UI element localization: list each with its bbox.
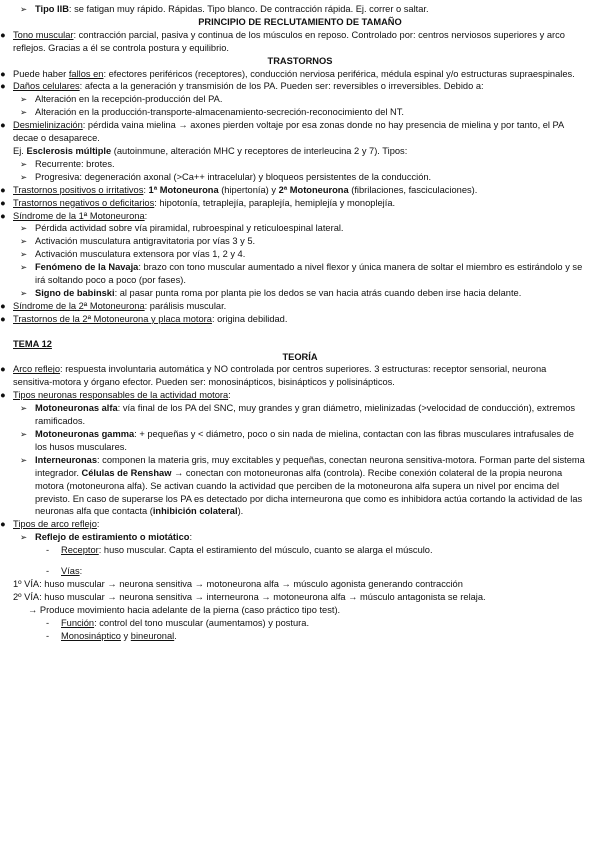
sub-item-navaja — [0, 261, 586, 287]
arrow-bullet-icon: ➢ — [20, 532, 28, 543]
bullet-icon: ● — [0, 210, 6, 221]
list-item-tipos-arco — [0, 518, 586, 531]
item-text: : — [144, 210, 148, 221]
item-text: : — [96, 519, 100, 530]
term-bold: Motoneuronas alfa — [35, 403, 118, 414]
list-item-placa-motora — [0, 313, 586, 326]
item-text: ). — [237, 506, 244, 517]
term-bold: Células de Renshaw — [81, 467, 172, 478]
item-text: : + pequeñas y < diámetro, poco o sin nada de mielina, contactan con las fibras musculares intrafusales de los husos musculares. — [35, 429, 574, 452]
dash-bullet-icon: - — [46, 566, 50, 577]
sub-sub-item-receptor — [0, 544, 586, 557]
sub-sub-item-vias — [0, 565, 586, 578]
term-bold: inhibición colateral — [152, 506, 238, 517]
arrow-bullet-icon: ➢ — [20, 236, 28, 247]
list-item-fallos — [0, 68, 586, 81]
item-text: : al pasar punta roma por planta pie los dedos se van hacia atrás cuando deben irse hacia delante. — [114, 287, 522, 298]
dash-bullet-icon: - — [46, 630, 50, 641]
term-underlined: Receptor — [61, 545, 99, 556]
item-text: (fibrilaciones, fasciculaciones). — [348, 184, 478, 195]
item-text: : efectores periféricos (receptores), conducción nerviosa periférica, médula espinal y/o estructuras supraespinales. — [103, 68, 575, 79]
bullet-icon: ● — [0, 364, 6, 375]
arrow-bullet-icon: ➢ — [20, 223, 28, 234]
sub-sub-item-funcion — [0, 617, 586, 630]
list-item-trastornos-positivos — [0, 184, 586, 197]
item-text: : hipotonía, tetraplejía, paraplejía, hemiplejía y monoplejía. — [154, 197, 396, 208]
sub-item — [0, 106, 586, 119]
item-text: : afecta a la generación y transmisión de los PA. Pueden ser: reversibles o irreversibles. Debido a: — [79, 81, 484, 92]
theme-heading: TEMA 12 — [13, 338, 52, 349]
arrow-bullet-icon: ➢ — [20, 158, 28, 169]
term-underlined: Trastornos de la 2ª Motoneurona y placa motora — [13, 313, 212, 324]
sub-item — [0, 158, 586, 171]
dash-bullet-icon: - — [46, 617, 50, 628]
item-text: : huso muscular. Capta el estiramiento del músculo, cuanto se alarga el músculo. — [98, 545, 433, 556]
list-item-tipo-2b — [0, 3, 586, 16]
bullet-icon: ● — [0, 184, 6, 195]
arrow-bullet-icon: ➢ — [20, 403, 28, 414]
arrow-bullet-icon: ➢ — [20, 94, 28, 105]
bullet-icon: ● — [0, 68, 6, 79]
term-underlined: Trastornos positivos o irritativos — [13, 184, 144, 195]
bullet-icon: ● — [0, 390, 6, 401]
term-bold: Esclerosis múltiple — [26, 145, 112, 156]
list-item-trastornos-negativos — [0, 197, 586, 210]
term-bold: Signo de babinski — [35, 287, 115, 298]
item-text: : origina debilidad. — [211, 313, 288, 324]
item-text: Activación musculatura extensora por vías 1, 2 y 4. — [35, 249, 246, 260]
list-item-tipos-neuronas — [0, 389, 586, 402]
list-item-desmielinizacion — [0, 119, 586, 145]
section-title-reclutamiento: PRINCIPIO DE RECLUTAMIENTO DE TAMAÑO — [198, 16, 402, 27]
term-underlined: Tipos de arco reflejo — [13, 519, 97, 530]
sub-item-babinski — [0, 287, 586, 300]
item-text: : se fatigan muy rápido. Rápidas. Tipo blanco. De contracción rápida. Ej. correr o saltar. — [68, 4, 429, 14]
section-title-trastornos: TRASTORNOS — [267, 55, 333, 66]
arrow-bullet-icon: ➢ — [20, 454, 28, 465]
bullet-icon: ● — [0, 197, 6, 208]
bullet-icon: ● — [0, 81, 6, 92]
term-underlined: Arco reflejo — [13, 364, 61, 375]
item-prefix: Puede haber — [13, 68, 69, 79]
term-bold: Interneuronas — [35, 454, 97, 465]
arrow-bullet-icon: ➢ — [20, 249, 28, 260]
sub-item-estiramiento — [0, 531, 586, 544]
bullet-icon: ● — [0, 120, 6, 131]
term-bold: 1ª Motoneurona — [148, 184, 219, 195]
item-text: : parálisis muscular. — [144, 300, 227, 311]
term-bold: Reflejo de estiramiento o miotático — [35, 532, 190, 543]
item-text: : — [228, 390, 231, 401]
term-underlined: Daños celulares — [13, 81, 80, 92]
term-underlined: Tipos neuronas responsables de la actividad motora — [13, 390, 229, 401]
term-underlined: Monosináptico — [61, 630, 121, 641]
term-underlined: Desmielinización — [13, 120, 83, 131]
item-text: : vía final de los PA del SNC, muy grandes y gran diámetro, mielinizadas (>velocidad de conducción), extremos ramificados. — [35, 403, 576, 427]
bullet-icon: ● — [0, 519, 6, 530]
note-produce: → Produce movimiento hacia adelante de la pierna (caso práctico tipo test). — [28, 604, 341, 615]
list-item-sindrome-1 — [0, 210, 586, 223]
term-underlined: Trastornos negativos o deficitarios — [13, 197, 155, 208]
item-text: : — [79, 566, 83, 577]
item-text: . — [174, 630, 177, 641]
sub-item-motoneuronas-alfa — [0, 402, 586, 428]
term-underlined: bineuronal — [130, 630, 175, 641]
item-text: Alteración en la producción-transporte-almacenamiento-secreción-reconocimiento del NT. — [35, 107, 404, 118]
term-bold: Fenómeno de la Navaja — [35, 262, 139, 273]
item-text: Recurrente: brotes. — [35, 158, 115, 169]
term-bold: 2ª Motoneurona — [278, 184, 349, 195]
item-text: Pérdida actividad sobre vía piramidal, rubroespinal y reticuloespinal lateral. — [35, 223, 344, 234]
term-underlined: Vías — [61, 566, 80, 577]
item-text: : componen la materia gris, muy excitables y pequeñas, conectan neurona sensitiva-motora. Forman parte del sistema integrador. — [35, 454, 585, 478]
item-text: y — [120, 630, 131, 641]
term-underlined: Función — [61, 617, 95, 628]
list-item-tono-muscular — [0, 29, 586, 55]
item-text: → conectan con motoneuronas alfa (controla). Recibe conexión colateral de la propia neurona motora (motoneurona alfa). Se activan cuando la actividad que perciben de la motoneurona alfa supera un nivel por encima del previsto. En caso de superarse los PA es detectado por dicha interneurona que como es inhibidora actúa cortando la actividad de las neuronas alfa que contacta ( — [35, 467, 583, 517]
item-text: Progresiva: degeneración axonal (>Ca++ intracelular) y bloqueos persistentes de la conducción. — [35, 171, 432, 182]
list-item-arco-reflejo — [0, 363, 586, 389]
sub-item — [0, 222, 586, 235]
item-text: (autoinmune, alteración MHC y receptores de interleucina 2 y 7). Tipos: — [111, 145, 408, 156]
arrow-bullet-icon: ➢ — [20, 429, 28, 439]
sub-item — [0, 93, 586, 106]
item-text: : respuesta involuntaria automática y NO controlada por centros superiores. 3 estructuras: receptor sensorial, neurona sensitiva-motora y órgano efector. Pueden ser: monosinápticos, bisinápticos y polisinápticos. — [13, 364, 547, 388]
arrow-bullet-icon: ➢ — [20, 287, 28, 298]
bullet-icon: ● — [0, 29, 6, 40]
item-text: : brazo con tono muscular aumentado a nivel flexor y única manera de soltar el miembro es estirándolo y se irá soltando poco a poco (por fases). — [35, 262, 583, 286]
bullet-icon: ● — [0, 300, 6, 311]
item-text: : — [189, 532, 193, 543]
list-item-sindrome-2 — [0, 300, 586, 313]
sub-item — [0, 171, 586, 184]
via-1: 1º VÍA: huso muscular → neurona sensitiva → motoneurona alfa → músculo agonista generando contracción — [13, 578, 463, 589]
sub-sub-item-monosinaptico — [0, 630, 586, 643]
item-text: : control del tono muscular (aumentamos) y postura. — [94, 617, 310, 628]
term-underlined: Síndrome de la 1ª Motoneurona — [13, 210, 145, 221]
term-bold: Motoneuronas gamma — [35, 429, 135, 439]
sub-item — [0, 235, 586, 248]
bullet-icon: ● — [0, 313, 6, 324]
sub-item-interneuronas — [0, 454, 586, 519]
item-text: : pérdida vaina mielina → axones pierden voltaje por esa zonas donde no hay presencia de mielina y por tanto, el PA decae o desaparece. — [13, 120, 564, 144]
term-underlined: Síndrome de la 2ª Motoneurona — [13, 300, 145, 311]
arrow-bullet-icon: ➢ — [20, 171, 28, 182]
item-text: : contracción parcial, pasiva y continua de los músculos en reposo. Controlado por: centros nerviosos superiores y arco reflejos. Gracias a él se controla postura y equilibrio. — [13, 29, 565, 53]
item-text: Activación musculatura antigravitatoria por vías 3 y 5. — [35, 236, 256, 247]
dash-bullet-icon: - — [46, 545, 50, 556]
item-text: (hipertonía) y — [218, 184, 279, 195]
arrow-bullet-icon: ➢ — [20, 4, 28, 14]
sub-item — [0, 248, 586, 261]
item-text: Alteración en la recepción-producción del PA. — [35, 94, 223, 105]
paragraph-esclerosis — [0, 145, 586, 158]
sub-item-motoneuronas-gamma — [0, 428, 586, 454]
item-prefix: Ej. — [13, 145, 27, 156]
section-title-teoria: TEORÍA — [282, 351, 318, 362]
arrow-bullet-icon: ➢ — [20, 262, 28, 273]
term-underlined: Tono muscular — [13, 29, 74, 40]
arrow-bullet-icon: ➢ — [20, 107, 28, 118]
via-2: 2º VÍA: huso muscular → neurona sensitiva → interneurona → motoneurona alfa → músculo antagonista se relaja. — [13, 591, 486, 602]
item-text: : — [143, 184, 149, 195]
term-underlined: fallos en — [68, 68, 104, 79]
list-item-danos-celulares — [0, 80, 586, 93]
term-bold: Tipo IIB — [35, 4, 69, 14]
